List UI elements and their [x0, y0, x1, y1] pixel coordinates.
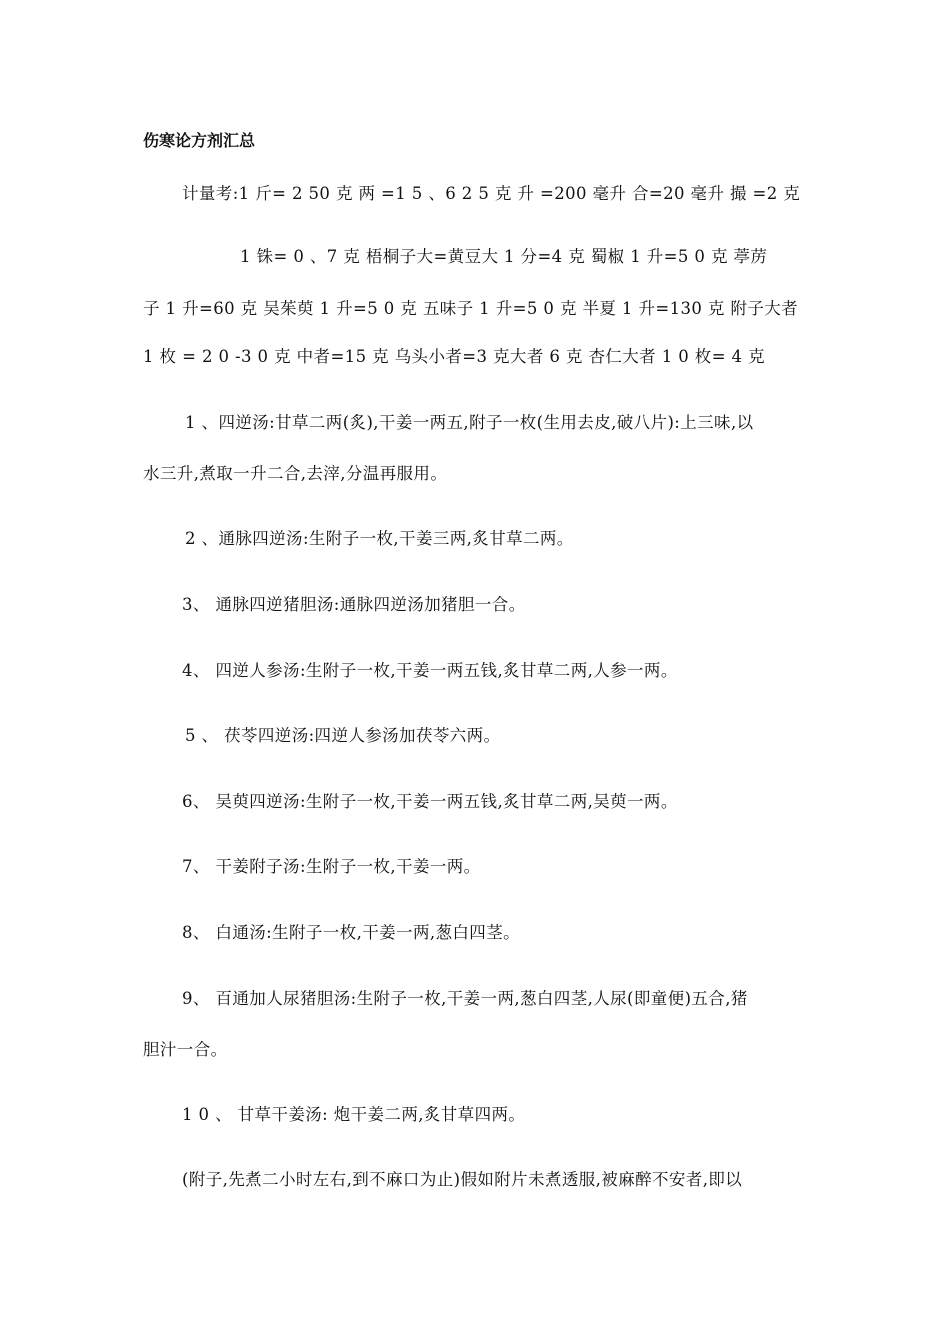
entry-4: 4、 四逆人参汤:生附子一枚,干姜一两五钱,炙甘草二两,人参一两。 [182, 661, 678, 680]
measures-line-2: 1 铢= 0 、7 克 梧桐子大=黄豆大 1 分=4 克 蜀椒 1 升=5 0 克 葶苈 [240, 247, 768, 266]
entry-1-line-2: 水三升,煮取一升二合,去滓,分温再服用。 [143, 464, 448, 483]
entry-9-line-2: 胆汁一合。 [143, 1040, 228, 1059]
entry-3: 3、 通脉四逆猪胆汤:通脉四逆汤加猪胆一合。 [182, 595, 526, 614]
measures-line-4: 1 枚 = 2 0 -3 0 克 中者=15 克 乌头小者=3 克大者 6 克 杏仁大者 1 0 枚= 4 克 [143, 347, 766, 366]
entry-note: (附子,先煮二小时左右,到不麻口为止)假如附片未煮透服,被麻醉不安者,即以 [182, 1170, 743, 1189]
document-title: 伤寒论方剂汇总 [143, 131, 256, 150]
entry-1-line-1: 1 、四逆汤:甘草二两(炙),干姜一两五,附子一枚(生用去皮,破八片):上三味,以 [185, 413, 754, 432]
entry-9-line-1: 9、 百通加人尿猪胆汤:生附子一枚,干姜一两,葱白四茎,人尿(即童便)五合,猪 [182, 989, 748, 1008]
measures-line-1: 计量考:1 斤= 2 50 克 两 =1 5 、6 2 5 克 升 =200 毫升 合=20 毫升 撮 =2 克 [182, 184, 801, 203]
entry-10: 1 0 、 甘草干姜汤: 炮干姜二两,炙甘草四两。 [182, 1105, 526, 1124]
entry-5: 5 、 茯苓四逆汤:四逆人参汤加茯苓六两。 [185, 726, 501, 745]
entry-7: 7、 干姜附子汤:生附子一枚,干姜一两。 [182, 857, 481, 876]
measures-line-3: 子 1 升=60 克 吴茱萸 1 升=5 0 克 五味子 1 升=5 0 克 半夏 1 升=130 克 附子大者 [143, 299, 799, 318]
entry-8: 8、 白通汤:生附子一枚,干姜一两,葱白四茎。 [182, 923, 520, 942]
entry-6: 6、 吴萸四逆汤:生附子一枚,干姜一两五钱,炙甘草二两,吴萸一两。 [182, 792, 678, 811]
entry-2: 2 、通脉四逆汤:生附子一枚,干姜三两,炙甘草二两。 [185, 529, 574, 548]
